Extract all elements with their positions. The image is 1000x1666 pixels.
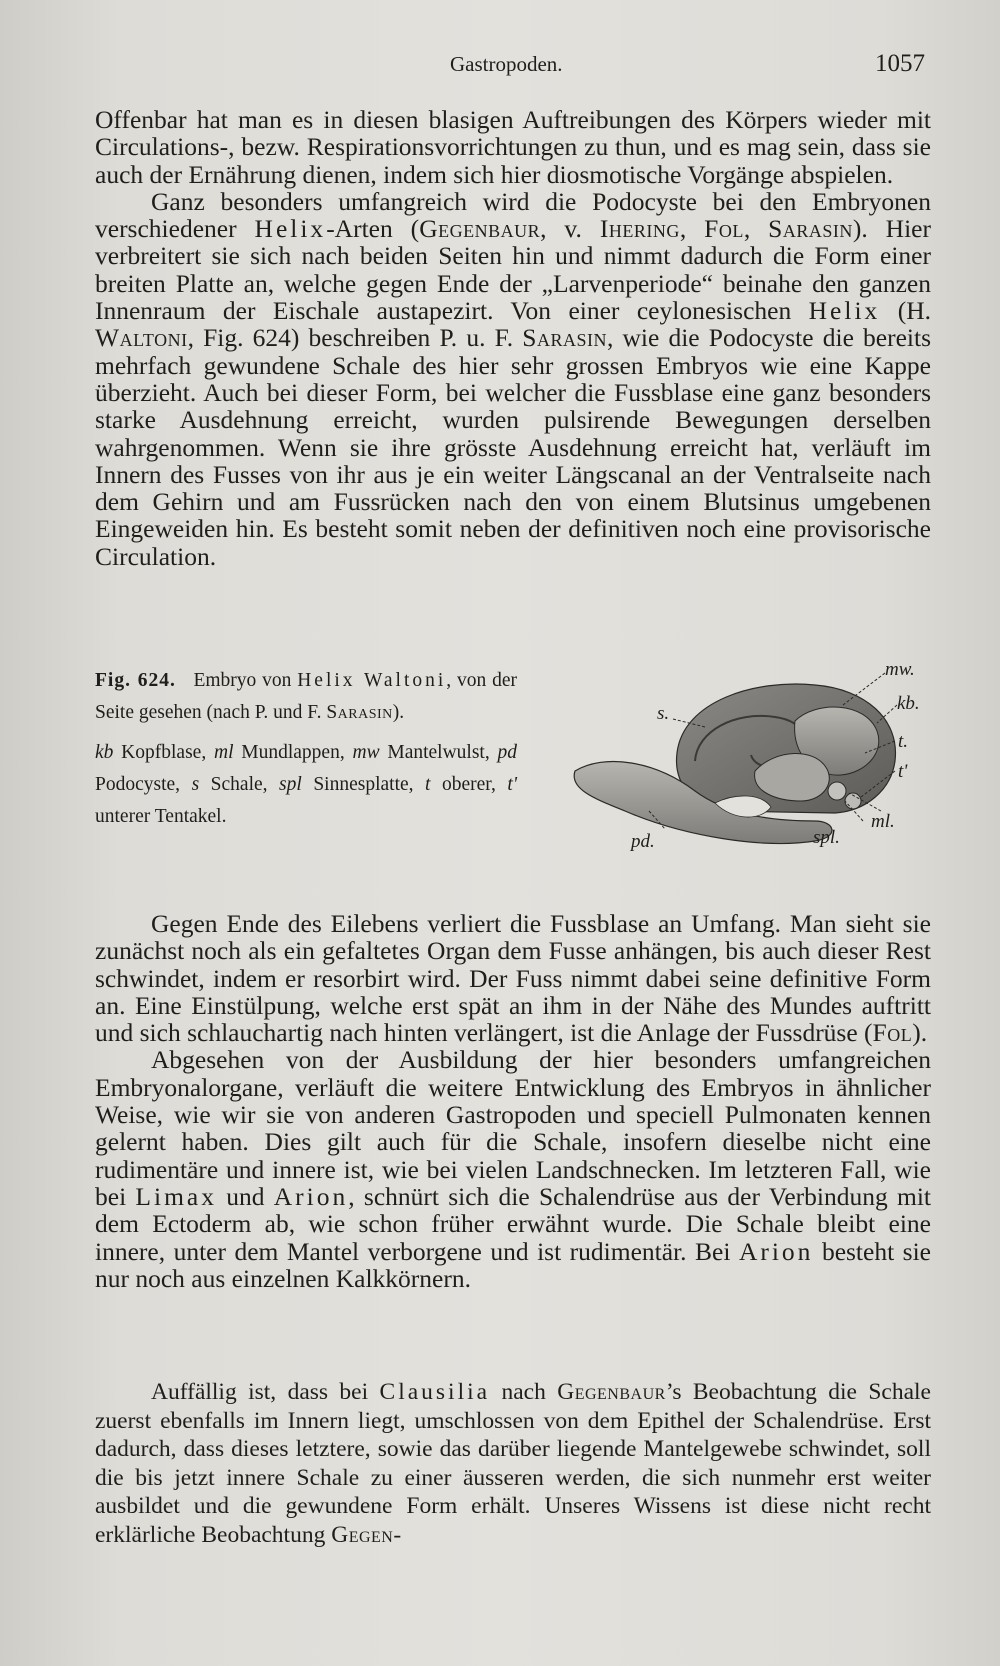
- figure-legend: [95, 737, 517, 833]
- legend-abbr: kb: [95, 742, 114, 763]
- author-name: Gegenbaur: [419, 214, 541, 244]
- text-run: Abgesehen von der Ausbildung der hier besonders umfangreichen Embryonalorgane, verläuft die weitere Entwicklung des Embryos in ähnlicher Weise, wie wir sie von anderen Gastropoden und speciell Pulmonaten kennen gelernt haben. Dies gilt auch für die Schale, insofern dieselbe nicht eine rudimentäre und innere ist, wie bei vielen Landschnecken. Im letzteren Fall, wie bei: [95, 1045, 931, 1211]
- text-block-3: [95, 1378, 931, 1549]
- author-name: Fol: [872, 1018, 913, 1048]
- text-run: ,: [679, 214, 705, 244]
- paragraph: [95, 1378, 931, 1549]
- text-run: , Fig. 624) beschreiben P. u. F.: [187, 323, 523, 353]
- text-run: Auffällig ist, dass bei: [151, 1379, 380, 1405]
- text-run: Embryo von: [193, 670, 298, 691]
- paragraph: [95, 1046, 931, 1292]
- legend-text: Mantelwulst,: [379, 742, 498, 763]
- text-run: ,: [743, 214, 769, 244]
- legend-abbr: ml: [213, 742, 234, 763]
- text-run: ’s Beobachtung die Schale zuerst ebenfalls im Innern liegt, umschlossen von dem Epithel der Schalendrüse. Erst dadurch, dass dieses letztere, sowie das darüber liegende Mantelgewebe schwindet, soll die bis jetzt innere Schale zu einer äusseren werden, die sich nunmehr erst weiter ausbildet und die gewundene Form erhält. Unseres Wissens ist diese nicht recht erklärliche Beobachtung: [95, 1379, 931, 1548]
- text-run: und: [217, 1181, 274, 1211]
- text-run: ).: [912, 1018, 928, 1048]
- label-pd: pd.: [631, 831, 655, 852]
- author-name: Sarasin: [768, 214, 853, 244]
- legend-text: Podocyste,: [95, 774, 192, 795]
- paragraph: [95, 188, 931, 570]
- text-run: Ganz besonders umfangreich wird die Podocyste bei den Embryonen verschiedener: [95, 186, 931, 244]
- label-s: s.: [657, 703, 670, 724]
- author-name: Gegen-: [331, 1521, 402, 1548]
- paragraph: Offenbar hat man es in diesen blasigen Auftreibungen des Körpers wieder mit Circulations-, bezw. Respirationsvorrichtungen zu thun, und es mag sein, dass sie auch der Ernährung dienen, indem sich hier diosmotische Vorgänge abspielen.: [95, 105, 931, 189]
- genus-name: Arion: [738, 1236, 814, 1266]
- text-block-1: [95, 106, 931, 570]
- label-mw: mw.: [885, 661, 915, 680]
- label-t: t.: [898, 731, 909, 752]
- author-name: Gegenbaur: [557, 1379, 666, 1405]
- species-name: Waltoni: [95, 323, 188, 353]
- legend-text: Kopfblase,: [113, 742, 214, 763]
- upper-tentacle-shape: [828, 782, 846, 800]
- legend-text: oberer,: [430, 774, 508, 795]
- text-run: ). Hier verbreitert sie sich nach beiden Seiten hin und nimmt dadurch die Form einer breiten Platte an, welche gegen Ende der „Larvenperiode“ beinahe den ganzen Innenraum der Eischale austapezirt. Von einer ceylonesischen: [95, 214, 931, 326]
- legend-text: Mundlappen,: [233, 742, 353, 763]
- text-run: -Arten (: [326, 214, 420, 244]
- running-title: Gastropoden.: [450, 52, 563, 76]
- text-run: nach: [490, 1379, 558, 1405]
- genus-name: Clausilia: [379, 1379, 491, 1405]
- caption-title: [95, 665, 517, 729]
- text-run: ).: [392, 702, 405, 723]
- genus-name: Arion: [273, 1181, 349, 1211]
- genus-name: Helix: [808, 296, 881, 326]
- genus-name: Helix: [254, 214, 327, 244]
- legend-abbr: t: [425, 774, 431, 795]
- genus-name: Limax: [135, 1181, 217, 1211]
- text-run: besteht sie nur noch aus einzelnen Kalkkörnern.: [95, 1236, 931, 1293]
- paragraph: [95, 910, 931, 1046]
- embryo-illustration: [565, 661, 931, 881]
- figure-number: Fig. 624.: [95, 670, 176, 691]
- label-t-prime: t': [898, 761, 908, 782]
- text-run: , wie die Podocyste die bereits mehrfach gewundene Schale des hier sehr grossen Embryos wie eine Kappe überzieht. Auch bei dieser Form, bei welcher die Fussblase eine ganz besonders starke Ausdehnung erreicht, wurden pulsirende Bewegungen derselben wahrgenommen. Wenn sie ihre grösste Ausdehnung erreicht hat, verläuft im Innern des Fusses von ihr aus je ein weiter Längscanal an der Ventralseite nach dem Gehirn und am Fussrücken nach den von einem Blutsinus umgebenen Eingeweiden hin. Es besteht somit neben der definitiven noch eine provisorische Circulation.: [95, 323, 932, 571]
- text-run: , schnürt sich die Schalendrüse aus der Verbindung mit dem Ectoderm ab, wie schon früher erwähnt wurde. Die Schale bleibt eine innere, unter dem Mantel verborgene und ist rudimentär. Bei: [95, 1181, 932, 1266]
- author-name: Sarasin: [326, 702, 393, 723]
- legend-abbr: spl: [279, 774, 302, 795]
- text-run: , v.: [540, 214, 600, 244]
- text-run: Gegen Ende des Eilebens verliert die Fussblase an Umfang. Man sieht sie zunächst noch als ein gefaltetes Organ dem Fusse anhängen, bis auch dieser Rest schwindet, indem er resorbirt wird. Der Fuss nimmt dabei seine definitive Form an. Eine Einstülpung, welche erst spät an ihm in der Nähe des Mundes auftritt und sich schlauchartig nach hinten verlängert, ist die Anlage der Fussdrüse (: [95, 909, 931, 1048]
- label-kb: kb.: [897, 693, 920, 714]
- legend-text: Sinnesplatte,: [301, 774, 426, 795]
- author-name: Ihering: [599, 214, 680, 244]
- legend-abbr: s: [191, 774, 200, 795]
- text-run: (H.: [880, 296, 931, 326]
- figure-caption: [95, 665, 517, 833]
- figure-624: [95, 661, 931, 885]
- page-number: 1057: [875, 50, 925, 77]
- text-run: , von der Seite gesehen (nach P. und F.: [95, 670, 517, 723]
- legend-abbr: t': [507, 774, 517, 795]
- label-spl: spl.: [813, 827, 840, 848]
- page-header: [0, 52, 1000, 86]
- text-block-2: [95, 910, 931, 1292]
- author-name: Sarasin: [522, 323, 607, 353]
- author-name: Fol: [704, 214, 744, 244]
- legend-abbr: pd: [497, 742, 517, 763]
- legend-abbr: mw: [352, 742, 380, 763]
- label-ml: ml.: [871, 811, 895, 832]
- legend-text: unterer Tentakel.: [95, 806, 227, 827]
- legend-text: Schale,: [199, 774, 280, 795]
- species-name: Helix Waltoni: [297, 670, 447, 691]
